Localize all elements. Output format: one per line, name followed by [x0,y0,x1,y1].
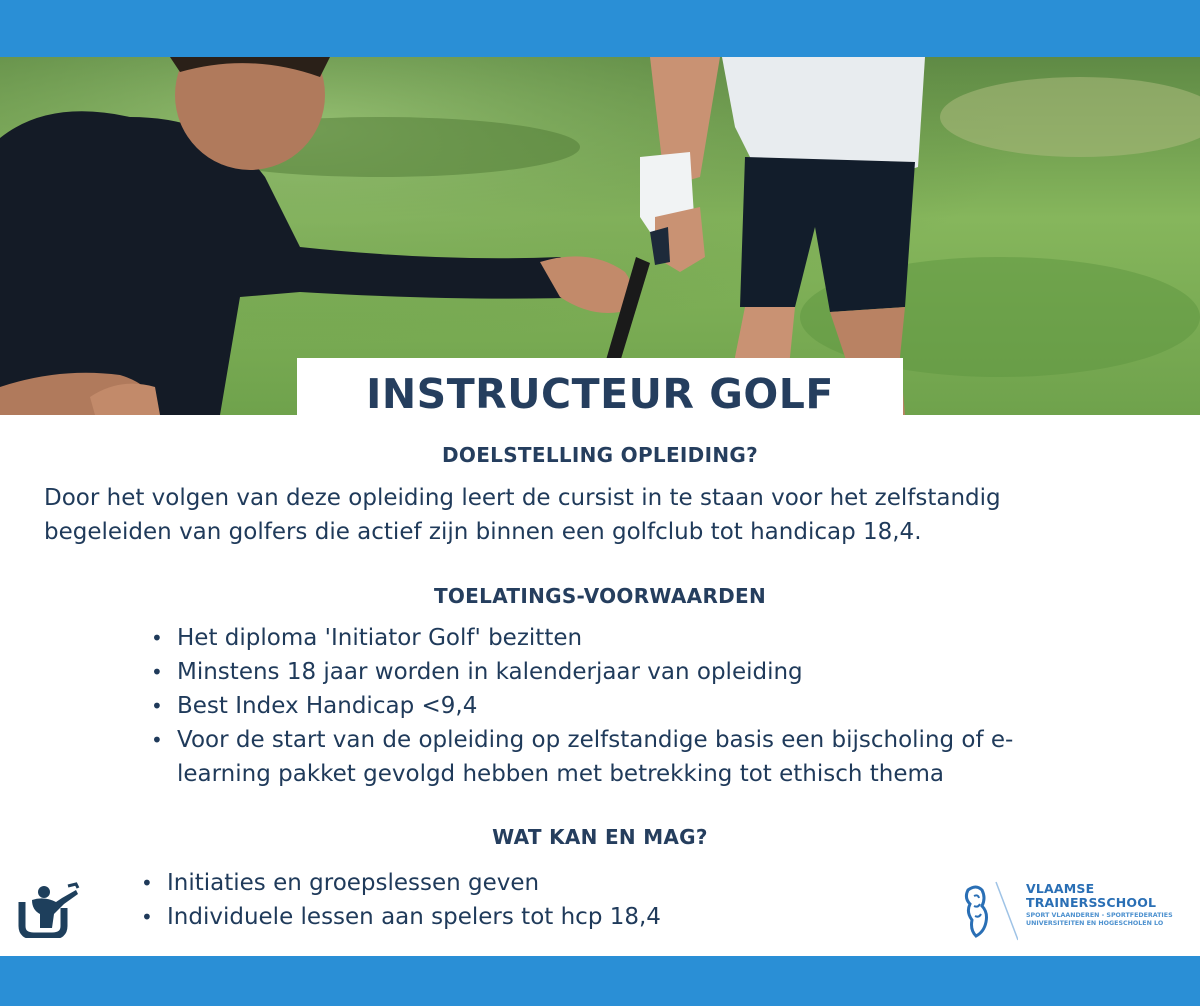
list-item [147,723,1167,791]
objective-heading: DOELSTELLING OPLEIDING? [442,443,758,467]
list-item: • Best Index Handicap <9,4 [147,689,1167,723]
vlaamse-trainersschool-logo [962,876,1192,946]
partner-subtitle-line-2: UNIVERSITEITEN EN HOGESCHOLEN LO [1026,920,1164,927]
requirements-list [147,621,1167,791]
list-item: • Initiaties en groepslessen geven [137,866,897,900]
list-item-line-1: Voor de start van de opleiding op zelfstandige basis een bijscholing of e- [177,727,1014,753]
objective-text [44,481,1164,549]
requirements-heading: TOELATINGS-VOORWAARDEN [433,584,767,608]
list-item: • Individuele lessen aan spelers tot hcp 18,4 [137,900,897,934]
list-item: • Minstens 18 jaar worden in kalenderjaar van opleiding [147,655,1167,689]
list-item-line-2: learning pakket gevolgd hebben met betrekking tot ethisch thema [177,761,945,787]
partner-subtitle-line-1: SPORT VLAANDEREN - SPORTFEDERATIES [1026,912,1173,919]
golfer-logo-icon [18,880,80,938]
top-band [0,0,1200,57]
lion-logo-icon [962,880,1018,942]
permissions-heading: WAT KAN EN MAG? [492,825,708,849]
list-item: • Het diploma 'Initiator Golf' bezitten [147,621,1167,655]
bottom-band [0,956,1200,1006]
partner-name-line-1: VLAAMSE [1026,881,1095,896]
objective-text-line-1: Door het volgen van deze opleiding leert de cursist in te staan voor het zelfstandig [44,485,1001,511]
permissions-list [137,866,897,934]
objective-text-line-2: begeleiden van golfers die actief zijn binnen een golfclub tot handicap 18,4. [44,519,922,545]
page-title: INSTRUCTEUR GOLF [366,370,834,418]
partner-name-line-2: TRAINERSSCHOOL [1026,895,1157,910]
partner-subtitle [1026,912,1173,928]
partner-name [1026,882,1156,910]
